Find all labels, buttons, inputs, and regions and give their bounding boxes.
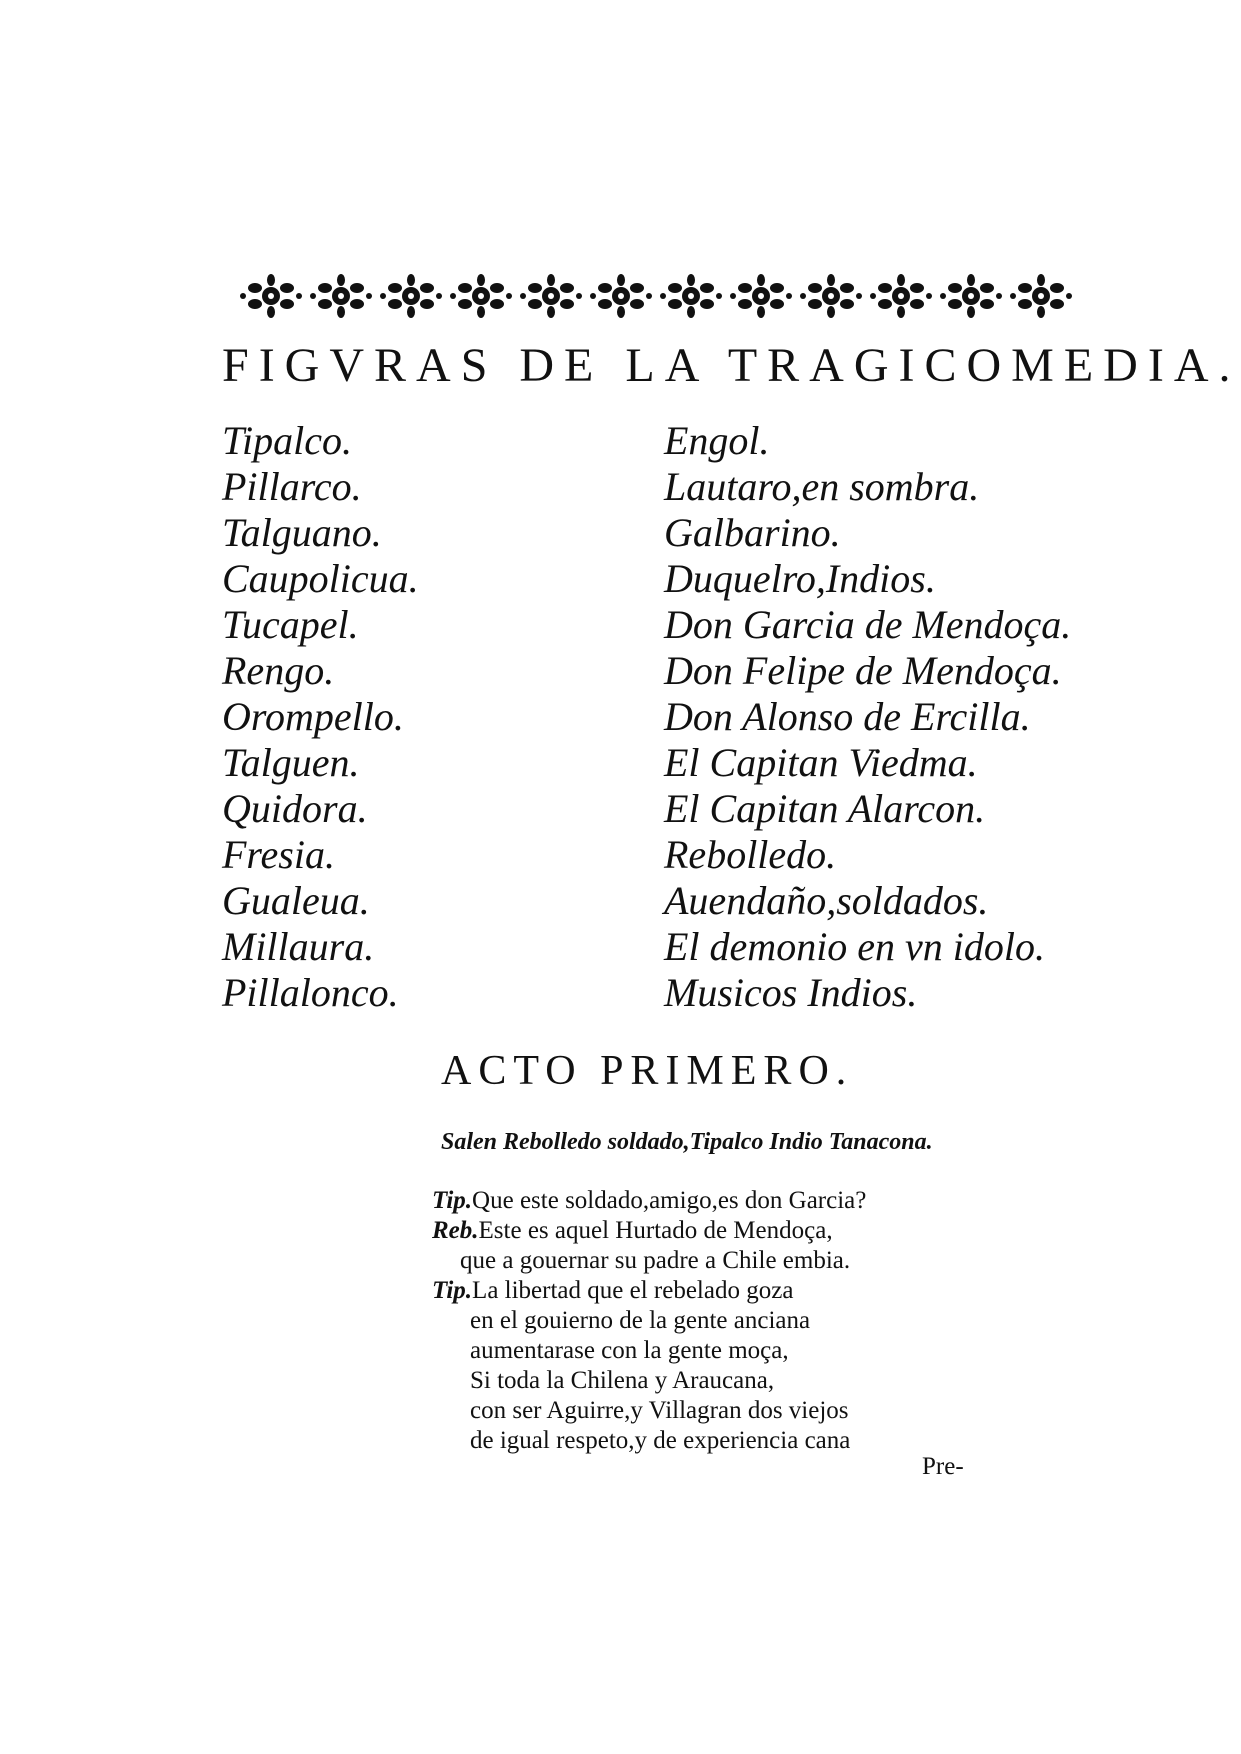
verse-text: Este es aquel Hurtado de Mendoça, [478,1217,833,1244]
cast-name: Caupolicua. [222,556,419,601]
fleuron-border-icon [236,268,1076,324]
catchword: Pre- [922,1453,964,1480]
cast-name: Pillalonco. [222,970,399,1015]
cast-name: Don Felipe de Mendoça. [664,648,1062,693]
cast-name: Gualeua. [222,878,370,923]
fleuron-icon [1010,274,1072,318]
cast-name: El Capitan Viedma. [664,740,978,785]
cast-name: El demonio en vn idolo. [664,924,1046,969]
speaker-label: Reb. [432,1217,479,1244]
cast-name: Lautaro,en sombra. [664,464,980,509]
cast-name: Duquelro,Indios. [664,556,936,601]
cast-name: El Capitan Alarcon. [664,786,986,831]
fleuron-icon [520,274,582,318]
verse-line [432,1216,992,1246]
verse-line [432,1336,992,1366]
cast-name: Don Garcia de Mendoça. [664,602,1072,647]
fleuron-icon [660,274,722,318]
verse-text: con ser Aguirre,y Villagran dos viejos [470,1397,849,1424]
verse-line [432,1246,992,1276]
cast-name: Fresia. [222,832,335,877]
verse-text: que a gouernar su padre a Chile embia. [460,1247,851,1274]
stage-direction: Salen Rebolledo soldado,Tipalco Indio Tanacona. [441,1129,933,1155]
speaker-label: Tip. [432,1187,473,1214]
fleuron-icon [730,274,792,318]
cast-name: Pillarco. [222,464,362,509]
verse-text: Que este soldado,amigo,es don Garcia? [472,1187,867,1214]
fleuron-icon [870,274,932,318]
cast-name: Talguen. [222,740,360,785]
dialogue [432,1186,992,1456]
verse-text: La libertad que el rebelado goza [472,1277,794,1304]
cast-name: Millaura. [222,924,375,969]
verse-text: en el gouierno de la gente anciana [470,1307,811,1334]
dramatis-personae-heading: FIGVRAS DE LA TRAGICOMEDIA. [222,339,1241,392]
verse-line [432,1366,992,1396]
cast-name: Orompello. [222,694,404,739]
fleuron-icon [590,274,652,318]
verse-line [432,1186,992,1216]
verse-line [432,1306,992,1336]
verse-line [432,1396,992,1426]
cast-name: Galbarino. [664,510,841,555]
cast-name: Rengo. [222,648,335,693]
fleuron-icon [940,274,1002,318]
cast-name: Engol. [664,418,770,463]
verse-line [432,1426,992,1456]
fleuron-icon [380,274,442,318]
act-title: ACTO PRIMERO. [441,1048,854,1094]
fleuron-icon [450,274,512,318]
verse-text: Si toda la Chilena y Araucana, [470,1367,775,1394]
cast-name: Quidora. [222,786,368,831]
cast-name: Auendaño,soldados. [664,878,989,923]
fleuron-icon [800,274,862,318]
verse-line [432,1276,992,1306]
cast-name: Don Alonso de Ercilla. [664,694,1031,739]
verse-text: de igual respeto,y de experiencia cana [470,1427,851,1454]
speaker-label: Tip. [432,1277,473,1304]
cast-name: Talguano. [222,510,382,555]
cast-list-right [664,418,1104,1016]
cast-name: Tipalco. [222,418,353,463]
fleuron-icon [310,274,372,318]
cast-name: Rebolledo. [664,832,837,877]
cast-list-left [222,418,612,1016]
cast-name: Musicos Indios. [664,970,918,1015]
fleuron-icon [240,274,302,318]
cast-name: Tucapel. [222,602,359,647]
verse-text: aumentarase con la gente moça, [470,1337,789,1364]
